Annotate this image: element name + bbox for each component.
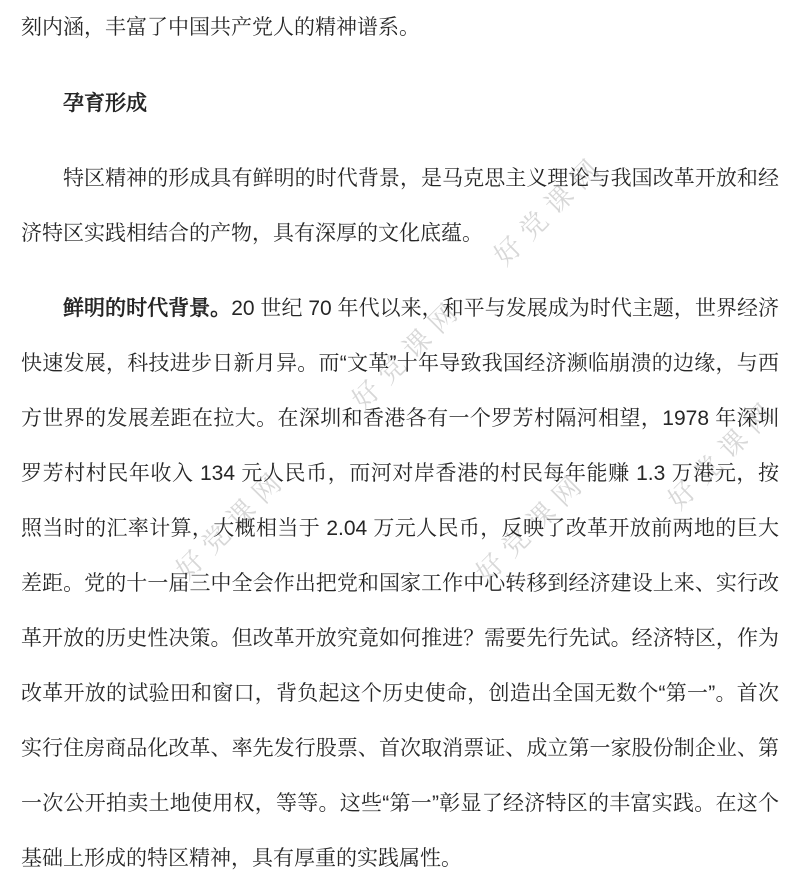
paragraph-body-text: 20 世纪 70 年代以来，和平与发展成为时代主题，世界经济快速发展，科技进步日新月异。而“文革”十年导致我国经济濒临崩溃的边缘，与西方世界的发展差距在拉大。在深圳和香港各有一个罗芳村隔河相望，1978 年深圳罗芳村村民年收入 134 元人民币，而河对岸香港的村民每年能赚 1.3 万港元，按照当时的汇率计算，大概相当于 2.04 万元人民币，反映了改革开放前两地的巨大差距。党的十一届三中全会作出把党和国家工作中心转移到经济建设上来、实行改革开放的历史性决策。但改革开放究竟如何推进？需要先行先试。经济特区，作为改革开放的试验田和窗口，背负起这个历史使命，创造出全国无数个“第一”。首次实行住房商品化改革、率先发行股票、首次取消票证、成立第一家股份制企业、第一次公开拍卖土地使用权，等等。这些“第一”彰显了经济特区的丰富实践。在这个基础上形成的特区精神，具有厚重的实践属性。 <box>21 297 780 870</box>
paragraph-background-intro: 特区精神的形成具有鲜明的时代背景，是马克思主义理论与我国改革开放和经济特区实践相结合的产物，具有深厚的文化底蕴。 <box>21 167 779 245</box>
watermark-text: 好党课网 <box>170 462 294 586</box>
paragraph-lead-bold: 鲜明的时代背景。 <box>63 297 232 320</box>
paragraph-continuation: 刻内涵，丰富了中国共产党人的精神谱系。 <box>21 16 420 39</box>
document-content <box>21 0 779 886</box>
watermark-text: 好党课网 <box>662 392 786 516</box>
section-heading: 孕育形成 <box>63 92 147 115</box>
watermark-text: 好党课网 <box>470 465 594 589</box>
watermark-text: 好党课网 <box>346 292 470 416</box>
paragraph-era-background <box>21 281 779 886</box>
watermark-text: 好党课网 <box>488 148 612 272</box>
